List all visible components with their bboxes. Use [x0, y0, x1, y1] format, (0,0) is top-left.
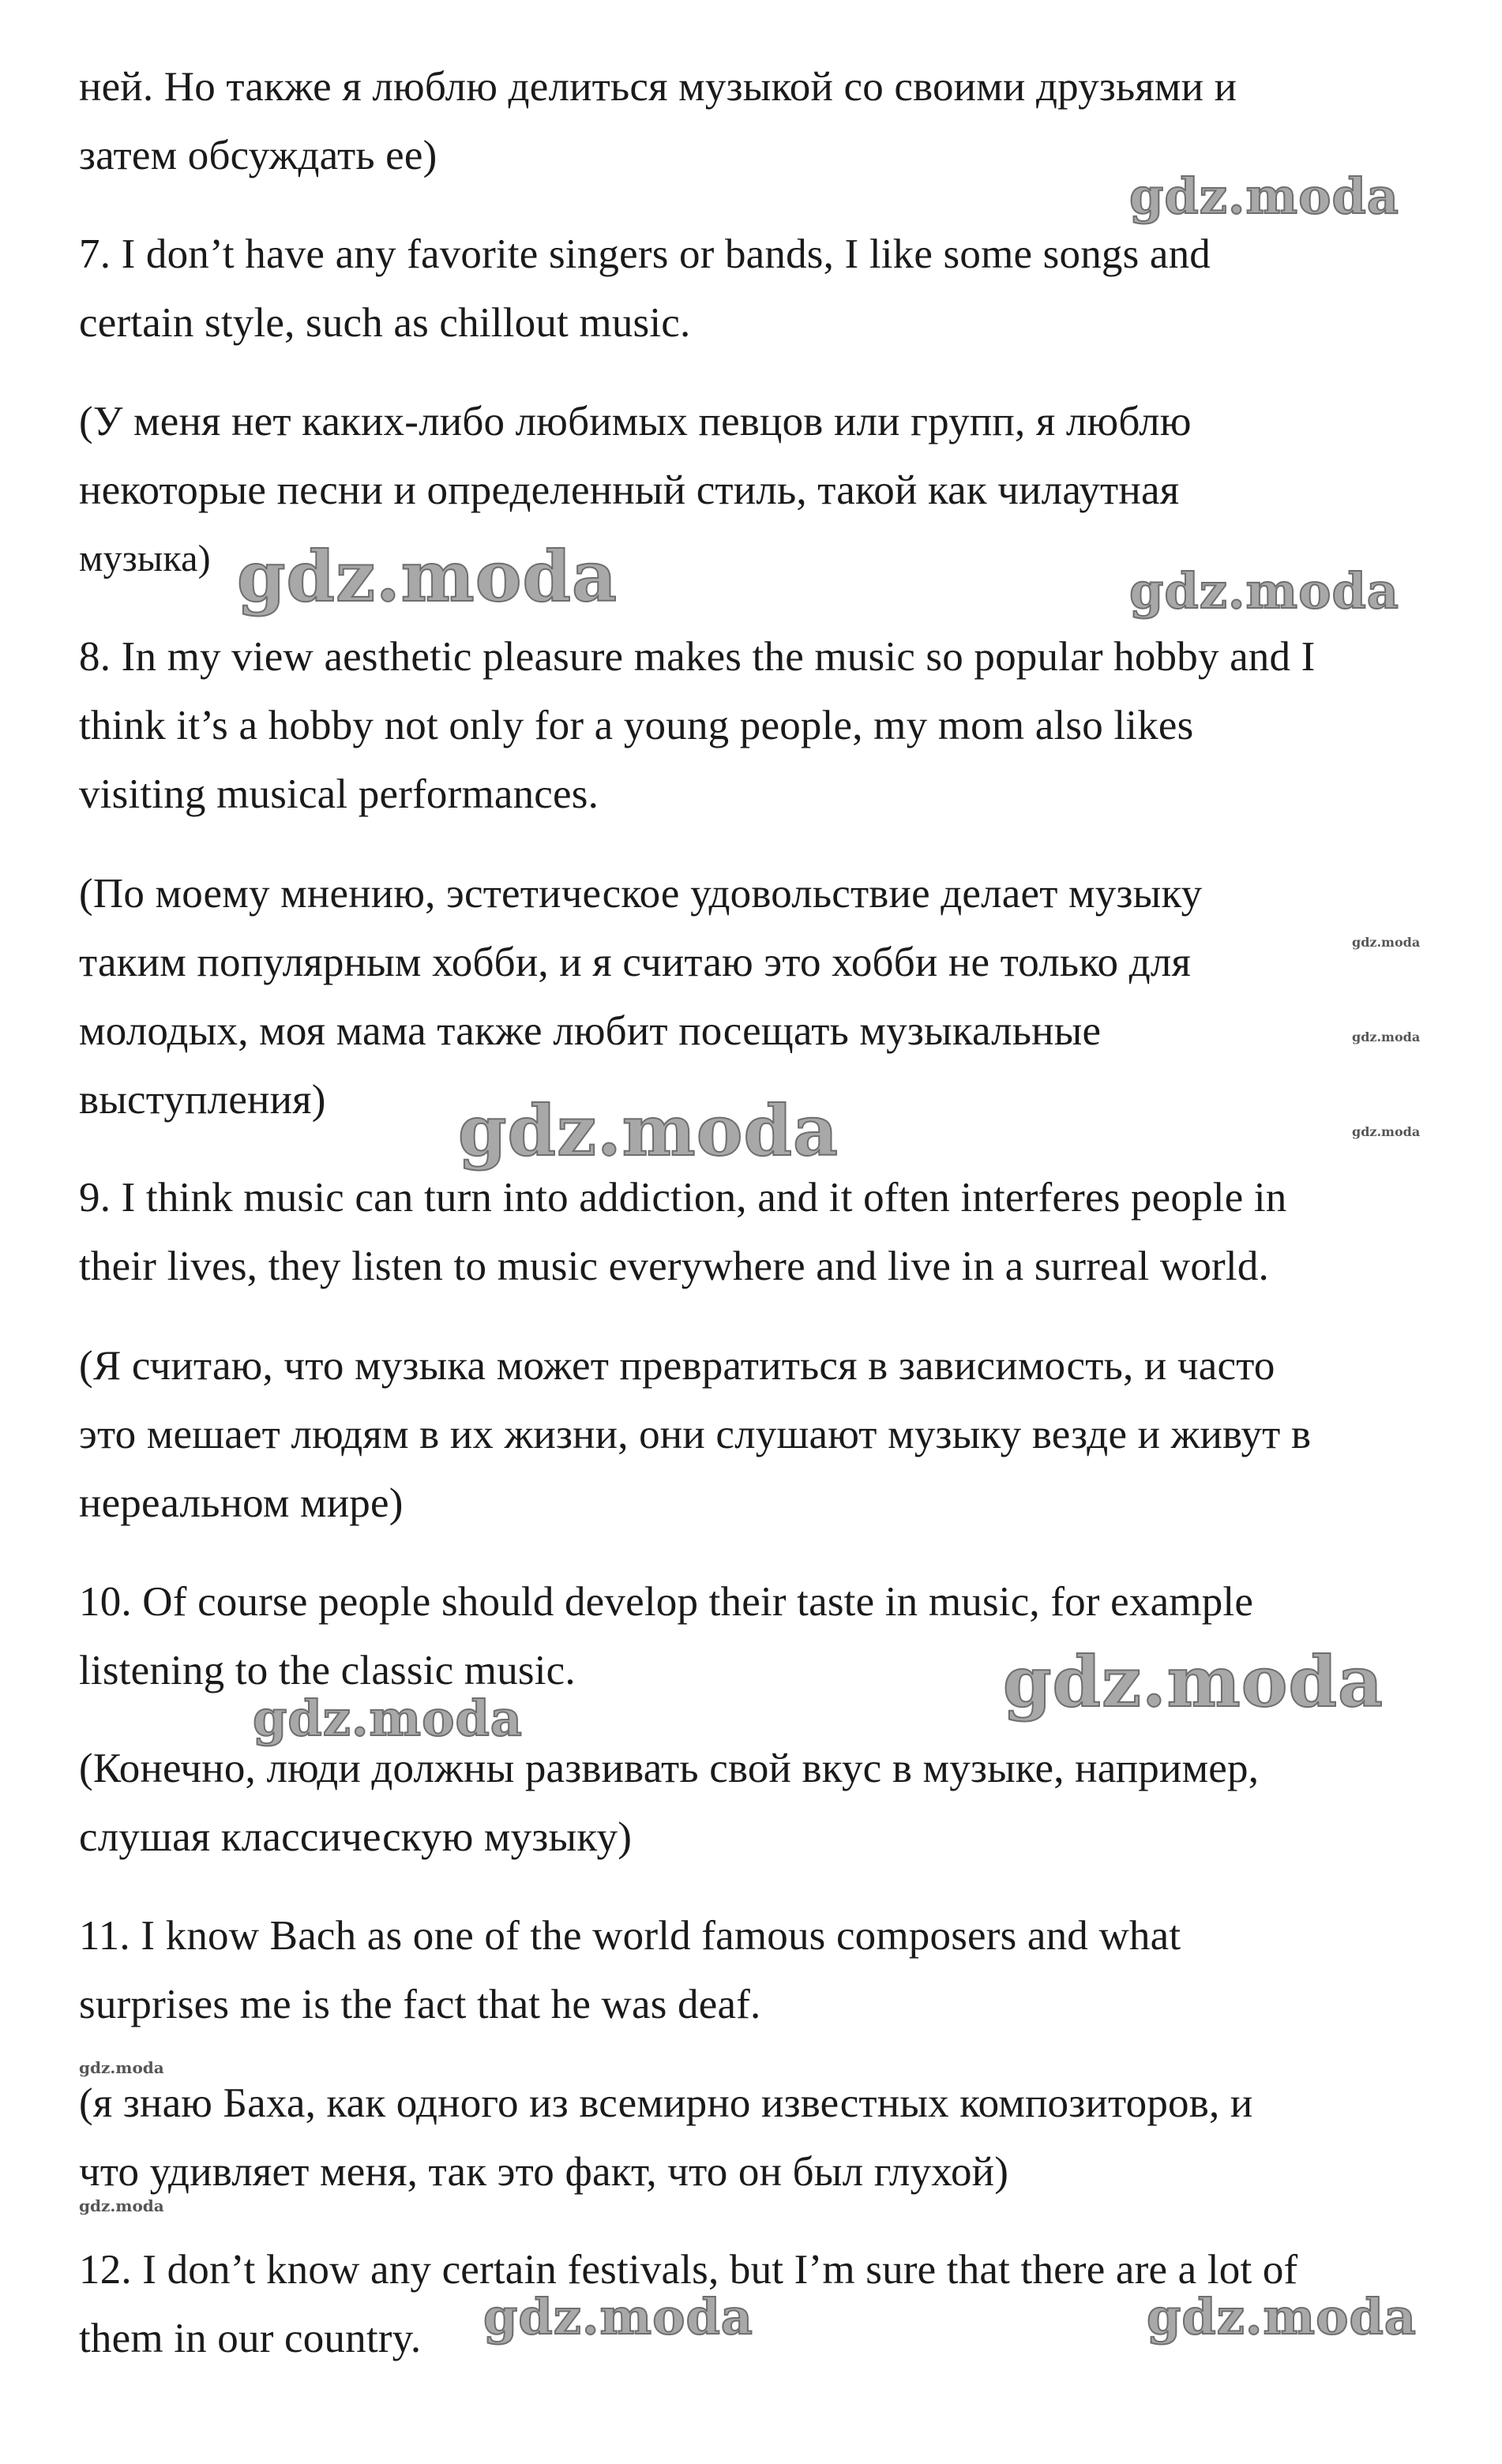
watermark: gdz.moda [79, 2196, 164, 2215]
watermark: gdz.moda [458, 1089, 839, 1172]
text-line: музыка) [79, 538, 211, 579]
text-line: что удивляет меня, так это факт, что он был глухой) [79, 2149, 1009, 2195]
text-line: таким популярным хобби, и я считаю это хобби не только для [79, 939, 1192, 985]
watermark: gdz.moda [1352, 1124, 1421, 1139]
text-line: 8. In my view aesthetic pleasure makes the music so popular hobby and I [79, 634, 1316, 680]
text-line: нереальном мире) [79, 1480, 404, 1526]
text-line: think it’s a hobby not only for a young people, my mom also likes [79, 703, 1194, 748]
text-line: (У меня нет каких-либо любимых певцов или групп, я люблю [79, 399, 1192, 444]
text-line: (Конечно, люди должны развивать свой вкус в музыке, например, [79, 1746, 1260, 1791]
text-line: молодых, моя мама также любит посещать музыкальные [79, 1008, 1102, 1054]
text-line: 10. Of course people should develop their taste in music, for example [79, 1579, 1254, 1625]
text-line: ней. Но также я люблю делиться музыкой со своими друзьями и [79, 64, 1237, 110]
text-line: (По моему мнению, эстетическое удовольствие делает музыку [79, 871, 1203, 917]
text-line: (Я считаю, что музыка может превратиться в зависимость, и часто [79, 1343, 1275, 1389]
text-line: 9. I think music can turn into addiction, and it often interferes people in [79, 1175, 1287, 1221]
text-line: выступления) [79, 1077, 326, 1123]
watermark: gdz.moda [1129, 167, 1399, 225]
text-line: это мешает людям в их жизни, они слушают музыку везде и живут в [79, 1412, 1312, 1457]
watermark: gdz.moda [237, 535, 618, 617]
watermark: gdz.moda [1129, 562, 1399, 620]
text-line: surprises me is the fact that he was deaf. [79, 1982, 761, 2027]
text-line: visiting musical performances. [79, 771, 599, 817]
text-line: (я знаю Баха, как одного из всемирно известных композиторов, и [79, 2080, 1253, 2126]
text-line: некоторые песни и определенный стиль, такой как чилаутная [79, 467, 1180, 513]
text-line: затем обсуждать ее) [79, 133, 437, 178]
text-line: слушая классическую музыку) [79, 1814, 633, 1860]
watermark: gdz.moda [483, 2288, 753, 2346]
watermark: gdz.moda [79, 2058, 164, 2077]
watermark: gdz.moda [253, 1690, 523, 1747]
text-line: them in our country. [79, 2316, 422, 2361]
text-line: 7. I don’t have any favorite singers or bands, I like some songs and [79, 231, 1211, 277]
watermark: gdz.moda [1147, 2288, 1417, 2346]
text-line: certain style, such as chillout music. [79, 300, 691, 346]
watermark: gdz.moda [1352, 935, 1421, 950]
text-line: listening to the classic music. [79, 1648, 576, 1693]
text-line: 11. I know Bach as one of the world famous composers and what [79, 1913, 1181, 1959]
text-line: their lives, they listen to music everywhere and live in a surreal world. [79, 1243, 1269, 1289]
watermark: gdz.moda [1003, 1641, 1384, 1723]
text-line: 12. I don’t know any certain festivals, but I’m sure that there are a lot of [79, 2247, 1298, 2293]
watermark: gdz.moda [1352, 1029, 1421, 1044]
